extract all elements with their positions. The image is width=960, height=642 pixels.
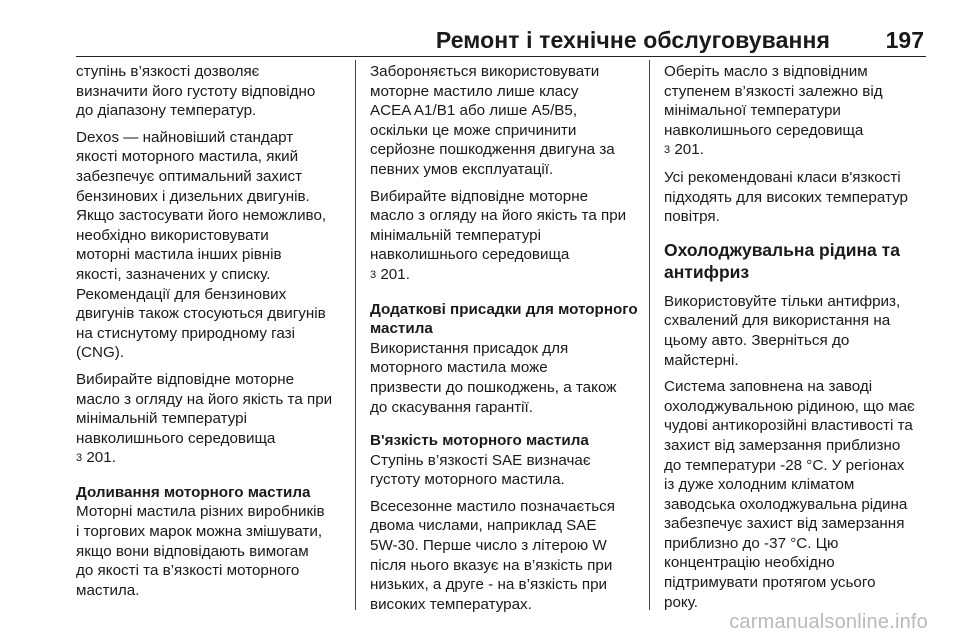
text-line: Якщо застосувати його неможливо, [76,207,327,225]
text-line: високих температурах. [370,595,532,613]
text-line: якості, зазначених у списку. [76,265,271,283]
column-2 [370,62,638,621]
text-line: двома числами, наприклад SAE [370,517,597,535]
text-line: серйозне пошкодження двигуна за [370,141,615,159]
paragraph [664,62,928,161]
text-line: 5W-30. Перше число з літерою W [370,537,607,555]
text-line: до діапазону температур. [76,102,257,120]
text-line: моторного мастила може [370,359,548,377]
text-line: заводська охолоджувальна рідина [664,495,908,513]
text-line: Використовуйте тільки антифриз, [664,292,901,310]
text-line: Вибирайте відповідне моторне [370,187,589,205]
text-line: охолоджувальною рідиною, що має [664,397,915,415]
text-line: ступінь в’язкості дозволяє [76,63,260,80]
heading-line: Охолоджувальна рідина та [664,239,900,260]
text-line: повітря. [664,208,720,226]
paragraph [370,62,638,180]
text-line: навколишнього середовища [76,429,276,447]
column-1 [76,62,344,607]
text-line: на стиснутому природному газі [76,324,295,342]
text-line: чудові антикорозійні властивості та [664,417,913,435]
paragraph [370,451,638,490]
text-line: густоту моторного мастила. [370,471,565,489]
text-line: року. [664,593,699,611]
text-line: масло з огляду на його якість та при [370,207,627,225]
text-line: мінімальній температурі [76,410,247,428]
page-reference[interactable] [664,140,928,161]
text-line: Оберіть масло з відповідним [664,63,868,80]
text-line: певних умов експлуатації. [370,160,554,178]
page-header [76,24,926,57]
text-line: забезпечує оптимальний захист [76,167,303,185]
text-line: мінімальної температури [664,102,841,120]
page-ref-number: 201. [674,141,704,159]
text-line: масло з огляду на його якість та при [76,390,333,408]
section-heading [370,300,638,339]
text-line: призвести до пошкоджень, а також [370,378,617,396]
paragraph [370,187,638,286]
text-line: до скасування гарантії. [370,398,533,416]
text-line: із дуже холодним кліматом [664,476,855,494]
text-line: ACEA A1/B1 або лише A5/B5, [370,102,578,120]
column-divider [649,60,650,610]
page-ref-icon: 3 [664,144,671,157]
text-line: до температури -28 °C. У регіонах [664,456,905,474]
text-line: Усі рекомендовані класи в'язкості [664,168,901,186]
text-line: низьких, а друге - на в’язкість при [370,576,607,594]
text-line: Dexos — найновіший стандарт [76,128,294,146]
paragraph [370,339,638,417]
text-line: цьому авто. Зверніться до [664,331,850,349]
text-line: оскільки це може спричинити [370,121,577,139]
text-line: Використання присадок для [370,339,569,357]
text-line: підходять для високих температур [664,188,908,206]
watermark: carmanualsonline.info [729,611,928,633]
page-reference[interactable] [76,448,344,469]
paragraph [664,377,928,612]
section-heading: Доливання моторного мастила [76,483,311,501]
text-line: Моторні мастила різних виробників [76,503,325,521]
heading-line: антифриз [664,261,750,282]
text-line: до якості та в’язкості моторного [76,562,300,580]
text-line: після нього вказує на в’язкість при [370,556,613,574]
section-heading: В'язкість моторного мастила [370,432,589,450]
text-line: захист від замерзання приблизно [664,436,901,454]
paragraph [370,497,638,615]
text-line: моторне мастило лише класу [370,82,579,100]
column-3 [664,62,928,619]
text-line: двигунів також стосуються двигунів [76,305,326,323]
text-line: визначити його густоту відповідно [76,82,316,100]
text-line: підтримувати протягом усього [664,574,876,592]
page-reference[interactable] [370,265,638,286]
text-line: Рекомендації для бензинових [76,285,287,303]
text-line: ступенем в’язкості залежно від [664,82,883,100]
page-ref-number: 201. [86,449,116,467]
text-line: Ступінь в’язкості SAE визначає [370,451,591,469]
text-line: мінімальній температурі [370,226,541,244]
text-line: приблизно до -37 °C. Цю [664,534,839,552]
paragraph [76,370,344,469]
text-line: концентрацію необхідно [664,554,835,572]
paragraph [76,128,344,363]
text-line: Система заповнена на заводі [664,378,873,396]
text-line: Забороняється використовувати [370,63,600,80]
section-heading [664,239,928,283]
heading-line: Додаткові присадки для моторного [370,300,638,318]
page-ref-icon: 3 [76,452,83,465]
text-line: навколишнього середовища [370,246,570,264]
column-divider [355,60,356,610]
page-ref-icon: 3 [370,268,377,281]
text-line: схвалений для використання на [664,312,891,330]
text-line: і торгових марок можна змішувати, [76,523,323,541]
text-line: якщо вони відповідають вимогам [76,542,309,560]
text-line: якості моторного мастила, який [76,148,299,166]
page-ref-number: 201. [380,265,410,283]
paragraph [664,292,928,370]
text-line: моторні мастила інших рівнів [76,246,282,264]
text-line: необхідно використовувати [76,226,269,244]
text-line: Всесезонне мастило позначається [370,497,615,515]
paragraph [76,502,344,600]
page-number: 197 [885,27,924,53]
heading-line: мастила [370,320,433,338]
page-title: Ремонт і технічне обслуговування [435,27,830,53]
paragraph [76,62,344,121]
text-line: майстерні. [664,351,739,369]
text-line: навколишнього середовища [664,121,864,139]
text-line: Вибирайте відповідне моторне [76,370,295,388]
text-line: мастила. [76,581,140,599]
paragraph [664,168,928,227]
text-line: забезпечує захист від замерзання [664,515,905,533]
text-line: бензинових і дизельних двигунів. [76,187,310,205]
text-line: (CNG). [76,344,125,362]
